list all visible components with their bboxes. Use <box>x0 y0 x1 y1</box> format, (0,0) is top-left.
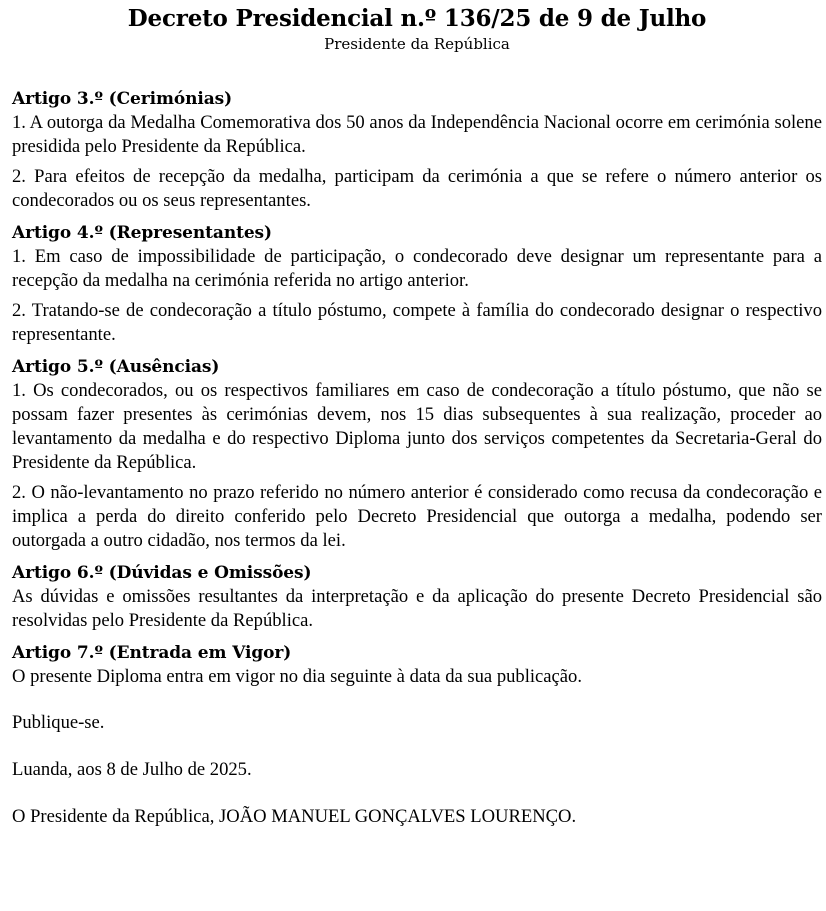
article-heading: Artigo 3.º (Cerimónias) <box>12 89 233 109</box>
article-paragraph: 2. Tratando-se de condecoração a título póstumo, compete à família do condecorado designar o respectivo representante. <box>12 300 822 345</box>
article-paragraph: O presente Diploma entra em vigor no dia seguinte à data da sua publicação. <box>12 666 583 687</box>
article-4 <box>12 221 822 347</box>
article-heading: Artigo 6.º (Dúvidas e Omissões) <box>12 563 312 583</box>
article-paragraph: 1. Em caso de impossibilidade de participação, o condecorado deve designar um representante para a recepção da medalha na cerimónia referida no artigo anterior. <box>12 246 822 291</box>
articles-list <box>12 87 822 689</box>
article-paragraph: 1. Os condecorados, ou os respectivos familiares em caso de condecoração a título póstumo, que não se possam fazer presentes às cerimónias devem, nos 15 dias subsequentes à sua realização, proceder ao levantamento da medalha e do respectivo Diploma junto dos serviços competentes da Secretaria-Geral do Presidente da República. <box>12 380 822 473</box>
publish-line: Publique-se. <box>12 712 105 733</box>
article-paragraph: As dúvidas e omissões resultantes da interpretação e da aplicação do presente Decreto Presidencial são resolvidas pelo Presidente da República. <box>12 586 822 631</box>
article-paragraph: 2. Para efeitos de recepção da medalha, participam da cerimónia a que se refere o número anterior os condecorados ou os seus representantes. <box>12 166 822 211</box>
article-6 <box>12 561 822 633</box>
place-date-line: Luanda, aos 8 de Julho de 2025. <box>12 759 252 780</box>
article-paragraph: 2. O não-levantamento no prazo referido no número anterior é considerado como recusa da condecoração e implica a perda do direito conferido pelo Decreto Presidencial que outorga a medalha, podendo ser outorgada a outro cidadão, nos termos da lei. <box>12 482 822 551</box>
article-heading: Artigo 5.º (Ausências) <box>12 357 220 377</box>
signature-line: O Presidente da República, JOÃO MANUEL GONÇALVES LOURENÇO. <box>12 806 577 827</box>
article-heading: Artigo 4.º (Representantes) <box>12 223 272 243</box>
article-heading: Artigo 7.º (Entrada em Vigor) <box>12 643 292 663</box>
document-page <box>12 4 822 829</box>
closing-block <box>12 711 822 829</box>
document-subtitle: Presidente da República <box>324 35 510 53</box>
article-5 <box>12 355 822 553</box>
article-3 <box>12 87 822 213</box>
document-title: Decreto Presidencial n.º 136/25 de 9 de Julho <box>127 5 707 32</box>
article-paragraph: 1. A outorga da Medalha Comemorativa dos 50 anos da Independência Nacional ocorre em cerimónia solene presidida pelo Presidente da República. <box>12 112 822 157</box>
article-7 <box>12 641 822 689</box>
